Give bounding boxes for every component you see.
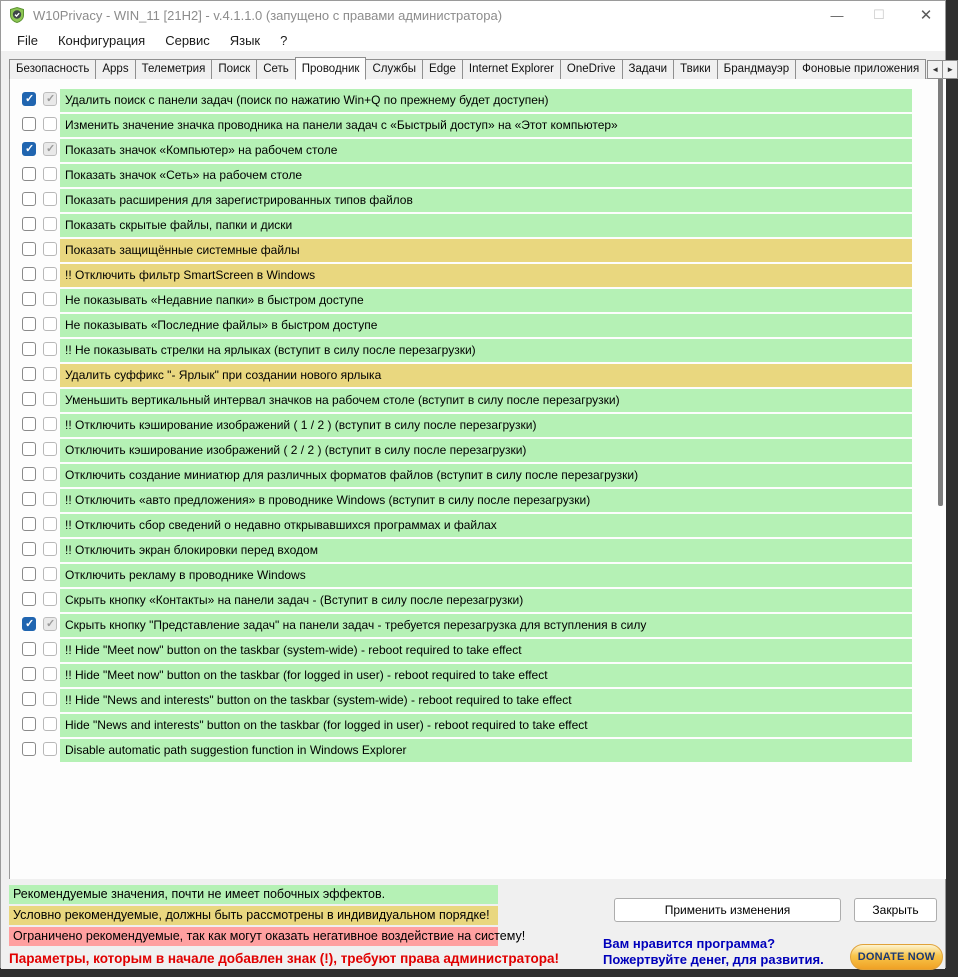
setting-label[interactable]: Показать значок «Сеть» на рабочем столе bbox=[60, 164, 912, 187]
setting-default-checkbox[interactable] bbox=[43, 517, 57, 531]
vertical-scrollbar[interactable] bbox=[937, 63, 945, 887]
menu-item[interactable]: Язык bbox=[229, 32, 261, 48]
settings-row bbox=[10, 513, 946, 538]
tab-strip bbox=[9, 58, 957, 79]
setting-default-checkbox[interactable] bbox=[43, 642, 57, 656]
setting-default-checkbox[interactable] bbox=[43, 742, 57, 756]
setting-checkbox[interactable] bbox=[22, 192, 36, 206]
setting-label[interactable]: Не показывать «Последние файлы» в быстром доступе bbox=[60, 314, 912, 337]
footer-panel bbox=[1, 879, 945, 969]
tab-active[interactable]: Проводник bbox=[295, 57, 367, 80]
setting-label[interactable]: !! Hide "Meet now" button on the taskbar (for logged in user) - reboot required to take effect bbox=[60, 664, 912, 687]
menu-bar bbox=[1, 29, 945, 51]
check-icon: ✓ bbox=[46, 93, 56, 105]
tab-11[interactable]: Твики bbox=[673, 59, 718, 79]
setting-label[interactable]: Не показывать «Недавние папки» в быстром доступе bbox=[60, 289, 912, 312]
tab-12[interactable]: Брандмауэр bbox=[717, 59, 796, 79]
setting-default-checkbox[interactable] bbox=[43, 342, 57, 356]
tab-8[interactable]: Internet Explorer bbox=[462, 59, 561, 79]
settings-row bbox=[10, 538, 946, 563]
setting-label[interactable]: Изменить значение значка проводника на панели задач с «Быстрый доступ» на «Этот компьютер» bbox=[60, 114, 912, 137]
setting-default-checkbox[interactable] bbox=[43, 392, 57, 406]
setting-checkbox[interactable] bbox=[22, 267, 36, 281]
tab-0[interactable]: Безопасность bbox=[9, 59, 96, 79]
scrollbar-thumb[interactable] bbox=[938, 63, 943, 506]
setting-label[interactable]: Показать защищённые системные файлы bbox=[60, 239, 912, 262]
settings-row bbox=[10, 263, 946, 288]
settings-row bbox=[10, 88, 946, 113]
tab-13[interactable]: Фоновые приложения bbox=[795, 59, 926, 79]
settings-row bbox=[10, 163, 946, 188]
setting-label[interactable]: Disable automatic path suggestion function in Windows Explorer bbox=[60, 739, 912, 762]
setting-label[interactable]: Скрыть кнопку «Контакты» на панели задач - (Вступит в силу после перезагрузки) bbox=[60, 589, 912, 612]
setting-default-checkbox[interactable] bbox=[43, 142, 57, 156]
settings-row bbox=[10, 238, 946, 263]
setting-label[interactable]: !! Hide "News and interests" button on the taskbar (system-wide) - reboot required to take effect bbox=[60, 689, 912, 712]
close-button[interactable]: ✕ bbox=[919, 7, 933, 24]
tab-scroll-right-icon[interactable]: ► bbox=[942, 60, 958, 79]
setting-checkbox[interactable] bbox=[22, 117, 36, 131]
admin-rights-note: Параметры, которым в начале добавлен знак (!), требуют права администратора! bbox=[9, 951, 560, 966]
setting-label[interactable]: Показать скрытые файлы, папки и диски bbox=[60, 214, 912, 237]
setting-label[interactable]: Уменьшить вертикальный интервал значков на рабочем столе (вступит в силу после перезагрузки) bbox=[60, 389, 912, 412]
setting-default-checkbox[interactable] bbox=[43, 667, 57, 681]
setting-default-checkbox[interactable] bbox=[43, 317, 57, 331]
tab-7[interactable]: Edge bbox=[422, 59, 463, 79]
setting-checkbox[interactable] bbox=[22, 692, 36, 706]
setting-label[interactable]: !! Отключить экран блокировки перед входом bbox=[60, 539, 912, 562]
maximize-button[interactable]: ☐ bbox=[873, 7, 885, 22]
menu-item[interactable]: Сервис bbox=[165, 32, 210, 48]
settings-row bbox=[10, 338, 946, 363]
setting-checkbox[interactable] bbox=[22, 342, 36, 356]
check-icon: ✓ bbox=[25, 93, 35, 105]
setting-default-checkbox[interactable] bbox=[43, 617, 57, 631]
setting-default-checkbox[interactable] bbox=[43, 592, 57, 606]
setting-label[interactable]: Скрыть кнопку "Представление задач" на панели задач - требуется перезагрузка для вступления в силу bbox=[60, 614, 912, 637]
settings-row bbox=[10, 663, 946, 688]
setting-checkbox[interactable] bbox=[22, 392, 36, 406]
setting-checkbox[interactable] bbox=[22, 167, 36, 181]
setting-checkbox[interactable] bbox=[22, 292, 36, 306]
setting-checkbox[interactable] bbox=[22, 467, 36, 481]
menu-item[interactable]: ? bbox=[280, 32, 288, 48]
menu-item[interactable]: File bbox=[17, 32, 38, 48]
setting-default-checkbox[interactable] bbox=[43, 467, 57, 481]
check-icon: ✓ bbox=[25, 618, 35, 630]
tab-10[interactable]: Задачи bbox=[622, 59, 675, 79]
settings-row bbox=[10, 363, 946, 388]
settings-row bbox=[10, 713, 946, 738]
setting-label[interactable]: Hide "News and interests" button on the taskbar (for logged in user) - reboot required to take effect bbox=[60, 714, 912, 737]
settings-row bbox=[10, 638, 946, 663]
setting-label[interactable]: Показать значок «Компьютер» на рабочем столе bbox=[60, 139, 912, 162]
settings-row bbox=[10, 138, 946, 163]
setting-checkbox[interactable] bbox=[22, 142, 36, 156]
setting-default-checkbox[interactable] bbox=[43, 492, 57, 506]
settings-rows bbox=[10, 88, 946, 763]
apply-changes-button[interactable]: Применить изменения bbox=[614, 898, 841, 922]
donate-appeal: Пожертвуйте денег, для развития. bbox=[603, 952, 824, 967]
tab-4[interactable]: Сеть bbox=[256, 59, 296, 79]
tab-scroll-left-icon[interactable]: ◄ bbox=[927, 60, 943, 79]
settings-row bbox=[10, 313, 946, 338]
setting-default-checkbox[interactable] bbox=[43, 117, 57, 131]
settings-row bbox=[10, 613, 946, 638]
setting-default-checkbox[interactable] bbox=[43, 292, 57, 306]
setting-default-checkbox[interactable] bbox=[43, 717, 57, 731]
settings-row bbox=[10, 213, 946, 238]
setting-label[interactable]: Отключить создание миниатюр для различных форматов файлов (вступит в силу после перезагрузки) bbox=[60, 464, 912, 487]
setting-checkbox[interactable] bbox=[22, 367, 36, 381]
setting-label[interactable]: !! Отключить кэширование изображений ( 1 / 2 ) (вступит в силу после перезагрузки) bbox=[60, 414, 912, 437]
title-bar bbox=[1, 1, 945, 29]
tab-6[interactable]: Службы bbox=[365, 59, 423, 79]
setting-checkbox[interactable] bbox=[22, 417, 36, 431]
setting-checkbox[interactable] bbox=[22, 242, 36, 256]
setting-checkbox[interactable] bbox=[22, 667, 36, 681]
donate-now-button[interactable]: DONATE NOW bbox=[850, 944, 943, 970]
shield-check-icon bbox=[9, 7, 25, 23]
setting-checkbox[interactable] bbox=[22, 542, 36, 556]
setting-checkbox[interactable] bbox=[22, 317, 36, 331]
setting-label[interactable]: !! Hide "Meet now" button on the taskbar (system-wide) - reboot required to take effect bbox=[60, 639, 912, 662]
setting-label[interactable]: Показать расширения для зарегистрированных типов файлов bbox=[60, 189, 912, 212]
settings-row bbox=[10, 413, 946, 438]
setting-label[interactable]: !! Отключить фильтр SmartScreen в Windows bbox=[60, 264, 912, 287]
window-title: W10Privacy - WIN_11 [21H2] - v.4.1.1.0 (запущено с правами администратора) bbox=[33, 8, 503, 23]
setting-checkbox[interactable] bbox=[22, 517, 36, 531]
settings-row bbox=[10, 463, 946, 488]
donate-message bbox=[603, 936, 824, 968]
check-icon: ✓ bbox=[25, 143, 35, 155]
tab-9[interactable]: OneDrive bbox=[560, 59, 623, 79]
setting-label[interactable]: Удалить поиск с панели задач (поиск по нажатию Win+Q по прежнему будет доступен) bbox=[60, 89, 912, 112]
menu-item[interactable]: Конфигурация bbox=[57, 32, 146, 48]
minimize-button[interactable]: — bbox=[830, 7, 844, 23]
setting-default-checkbox[interactable] bbox=[43, 442, 57, 456]
setting-default-checkbox[interactable] bbox=[43, 542, 57, 556]
setting-default-checkbox[interactable] bbox=[43, 92, 57, 106]
settings-row bbox=[10, 188, 946, 213]
settings-panel bbox=[9, 78, 946, 879]
settings-row bbox=[10, 563, 946, 588]
setting-checkbox[interactable] bbox=[22, 717, 36, 731]
setting-checkbox[interactable] bbox=[22, 92, 36, 106]
settings-row bbox=[10, 288, 946, 313]
donate-question: Вам нравится программа? bbox=[603, 936, 776, 951]
settings-row bbox=[10, 113, 946, 138]
setting-default-checkbox[interactable] bbox=[43, 567, 57, 581]
setting-default-checkbox[interactable] bbox=[43, 417, 57, 431]
close-app-button[interactable]: Закрыть bbox=[854, 898, 937, 922]
settings-row bbox=[10, 438, 946, 463]
setting-label[interactable]: !! Отключить «авто предложения» в проводнике Windows (вступит в силу после перезагрузки) bbox=[60, 489, 912, 512]
legend-recommended: Рекомендуемые значения, почти не имеет побочных эффектов. bbox=[9, 885, 498, 904]
setting-checkbox[interactable] bbox=[22, 642, 36, 656]
setting-default-checkbox[interactable] bbox=[43, 692, 57, 706]
setting-checkbox[interactable] bbox=[22, 742, 36, 756]
setting-label[interactable]: !! Не показывать стрелки на ярлыках (вступит в силу после перезагрузки) bbox=[60, 339, 912, 362]
setting-checkbox[interactable] bbox=[22, 567, 36, 581]
settings-row bbox=[10, 388, 946, 413]
settings-row bbox=[10, 488, 946, 513]
setting-default-checkbox[interactable] bbox=[43, 267, 57, 281]
setting-checkbox[interactable] bbox=[22, 592, 36, 606]
legend-conditional: Условно рекомендуемые, должны быть рассмотрены в индивидуальном порядке! bbox=[9, 906, 498, 925]
settings-row bbox=[10, 738, 946, 763]
setting-checkbox[interactable] bbox=[22, 617, 36, 631]
tab-scroll-arrows bbox=[927, 60, 957, 79]
tab-1[interactable]: Apps bbox=[95, 59, 135, 79]
settings-row bbox=[10, 588, 946, 613]
setting-default-checkbox[interactable] bbox=[43, 242, 57, 256]
check-icon: ✓ bbox=[46, 143, 56, 155]
setting-label[interactable]: Отключить кэширование изображений ( 2 / 2 ) (вступит в силу после перезагрузки) bbox=[60, 439, 912, 462]
setting-default-checkbox[interactable] bbox=[43, 192, 57, 206]
tab-2[interactable]: Телеметрия bbox=[135, 59, 213, 79]
setting-checkbox[interactable] bbox=[22, 217, 36, 231]
setting-checkbox[interactable] bbox=[22, 442, 36, 456]
settings-row bbox=[10, 688, 946, 713]
setting-label[interactable]: Отключить рекламу в проводнике Windows bbox=[60, 564, 912, 587]
legend-limited: Ограничено рекомендуемые, так как могут оказать негативное воздействие на систему! bbox=[9, 927, 498, 946]
setting-label[interactable]: Удалить суффикс "- Ярлык" при создании нового ярлыка bbox=[60, 364, 912, 387]
setting-default-checkbox[interactable] bbox=[43, 217, 57, 231]
setting-default-checkbox[interactable] bbox=[43, 167, 57, 181]
tab-3[interactable]: Поиск bbox=[211, 59, 257, 79]
setting-default-checkbox[interactable] bbox=[43, 367, 57, 381]
setting-checkbox[interactable] bbox=[22, 492, 36, 506]
setting-label[interactable]: !! Отключить сбор сведений о недавно открывавшихся программах и файлах bbox=[60, 514, 912, 537]
check-icon: ✓ bbox=[46, 618, 56, 630]
